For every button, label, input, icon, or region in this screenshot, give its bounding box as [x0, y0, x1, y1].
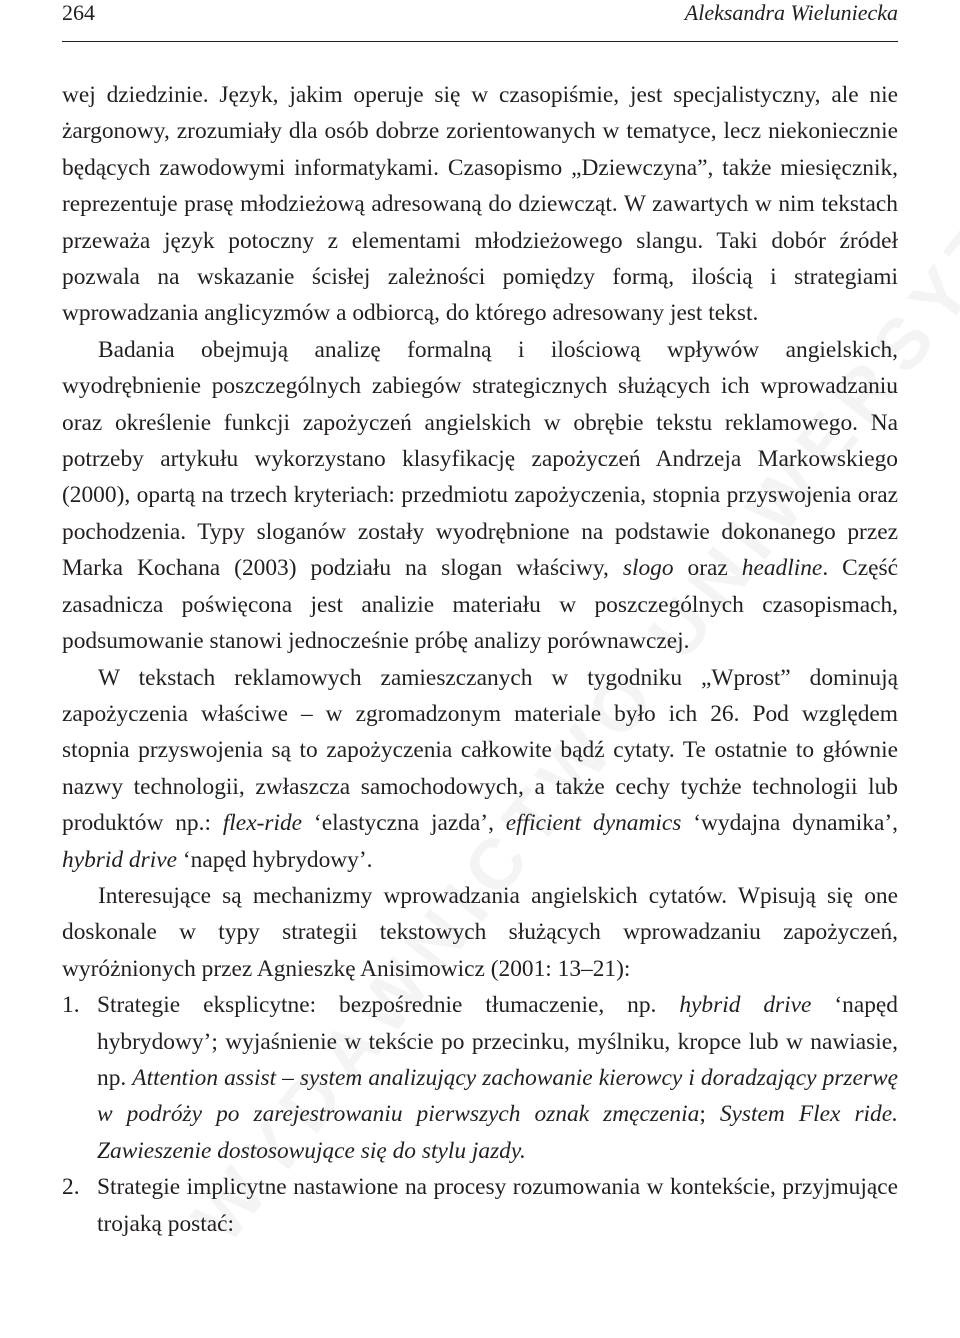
- italic-term: hybrid drive: [62, 846, 177, 873]
- paragraph: [62, 332, 898, 660]
- page-number: 264: [62, 0, 95, 25]
- text-run: ‘elastyczna jazda’,: [302, 810, 506, 837]
- text-run: ;: [699, 1101, 720, 1128]
- text-run: oraz: [673, 555, 742, 582]
- italic-term: System Flex ride. Zawieszenie dostosowujące się do stylu jazdy.: [97, 1101, 898, 1164]
- paragraph: [62, 77, 898, 332]
- body-text: [62, 77, 898, 1242]
- text-run: . Część zasadnicza poświęcona jest analizie materiału w poszczególnych czasopismach, podsumowanie stanowi jednocześnie próbę analizy porównawczej.: [62, 555, 899, 655]
- running-head-author: Aleksandra Wieluniecka: [684, 0, 898, 25]
- italic-term: efficient dynamics: [505, 810, 682, 837]
- list-item: [62, 1169, 898, 1242]
- text-run: ‘napęd hybrydowy’.: [176, 846, 373, 873]
- list-item-text: [97, 992, 898, 1164]
- list-number: 2.: [62, 1174, 80, 1201]
- strategy-list: [62, 987, 898, 1242]
- list-number: 1.: [62, 992, 80, 1019]
- text-run: ‘napęd hybrydowy’; wyjaśnienie w tekście po przecinku, myślniku, kropce lub w nawiasie, np.: [97, 992, 898, 1091]
- text-run: wej dziedzinie. Język, jakim operuje się w czasopiśmie, jest specjalistyczny, ale nie żargonowy, zrozumiały dla osób dobrze zorientowanych w tematyce, lecz niekoniecznie będących zawodowymi informatykami. Czasopismo „Dziewczyna”, także miesięcznik, reprezentuje prasę młodzieżową adresowaną do dziewcząt. W zawartych w nim tekstach przeważa język potoczny z elementami młodzieżowego slangu. Taki dobór źródeł pozwala na wskazanie ścisłej zależności pomiędzy formą, ilością i strategiami wprowadzania anglicyzmów a odbiorcą, do którego adresowany jest tekst.: [62, 82, 898, 327]
- text-run: Badania obejmują analizę formalną i ilościową wpływów angielskich, wyodrębnienie poszczególnych zabiegów strategicznych służących ich wprowadzaniu oraz określenie funkcji zapożyczeń angielskich w obrębie tekstu reklamowego. Na potrzeby artykułu wykorzystano klasyfikację zapożyczeń Andrzeja Markowskiego (2000), opartą na trzech kryteriach: przedmiotu zapożyczenia, stopnia przyswojenia oraz pochodzenia. Typy sloganów zostały wyodrębnione na podstawie dokonanego przez Marka Kochana (2003) podziału na slogan właściwy,: [62, 336, 898, 582]
- list-item: [62, 987, 898, 1169]
- text-run: Strategie implicytne nastawione na procesy rozumowania w kontekście, przyjmujące trojaką postać:: [97, 1174, 898, 1237]
- paragraph: [62, 878, 898, 987]
- italic-term: headline: [741, 555, 823, 582]
- list-item-text: [97, 1174, 898, 1236]
- italic-term: slogo: [622, 555, 674, 582]
- italic-term: flex-ride: [222, 810, 303, 837]
- italic-term: Attention assist – system analizujący zachowanie kierowcy i doradzający przerwę w podróży po zarejestrowaniu pierwszych oznak zmęczenia: [97, 1064, 898, 1128]
- text-run: W tekstach reklamowych zamieszczanych w tygodniku „Wprost” dominują zapożyczenia właściwe – w zgromadzonym materiale było ich 26. Pod względem stopnia przyswojenia są to zapożyczenia całkowite bądź cytaty. Te ostatnie to głównie nazwy technologii, zwłaszcza samochodowych, a także cechy tychże technologii lub produktów np.:: [62, 664, 898, 837]
- italic-term: hybrid drive: [679, 992, 812, 1019]
- text-run: ‘wydajna dynamika’,: [681, 810, 898, 837]
- paragraph: [62, 660, 898, 878]
- text-run: Strategie eksplicytne: bezpośrednie tłumaczenie, np.: [97, 992, 680, 1019]
- header-rule: [62, 41, 898, 42]
- page-header: [62, 0, 898, 40]
- text-run: Interesujące są mechanizmy wprowadzania angielskich cytatów. Wpisują się one doskonale w typy strategii tekstowych służących wprowadzaniu zapożyczeń, wyróżnionych przez Agnieszkę Anisimowicz (2001: 13–21):: [62, 882, 898, 982]
